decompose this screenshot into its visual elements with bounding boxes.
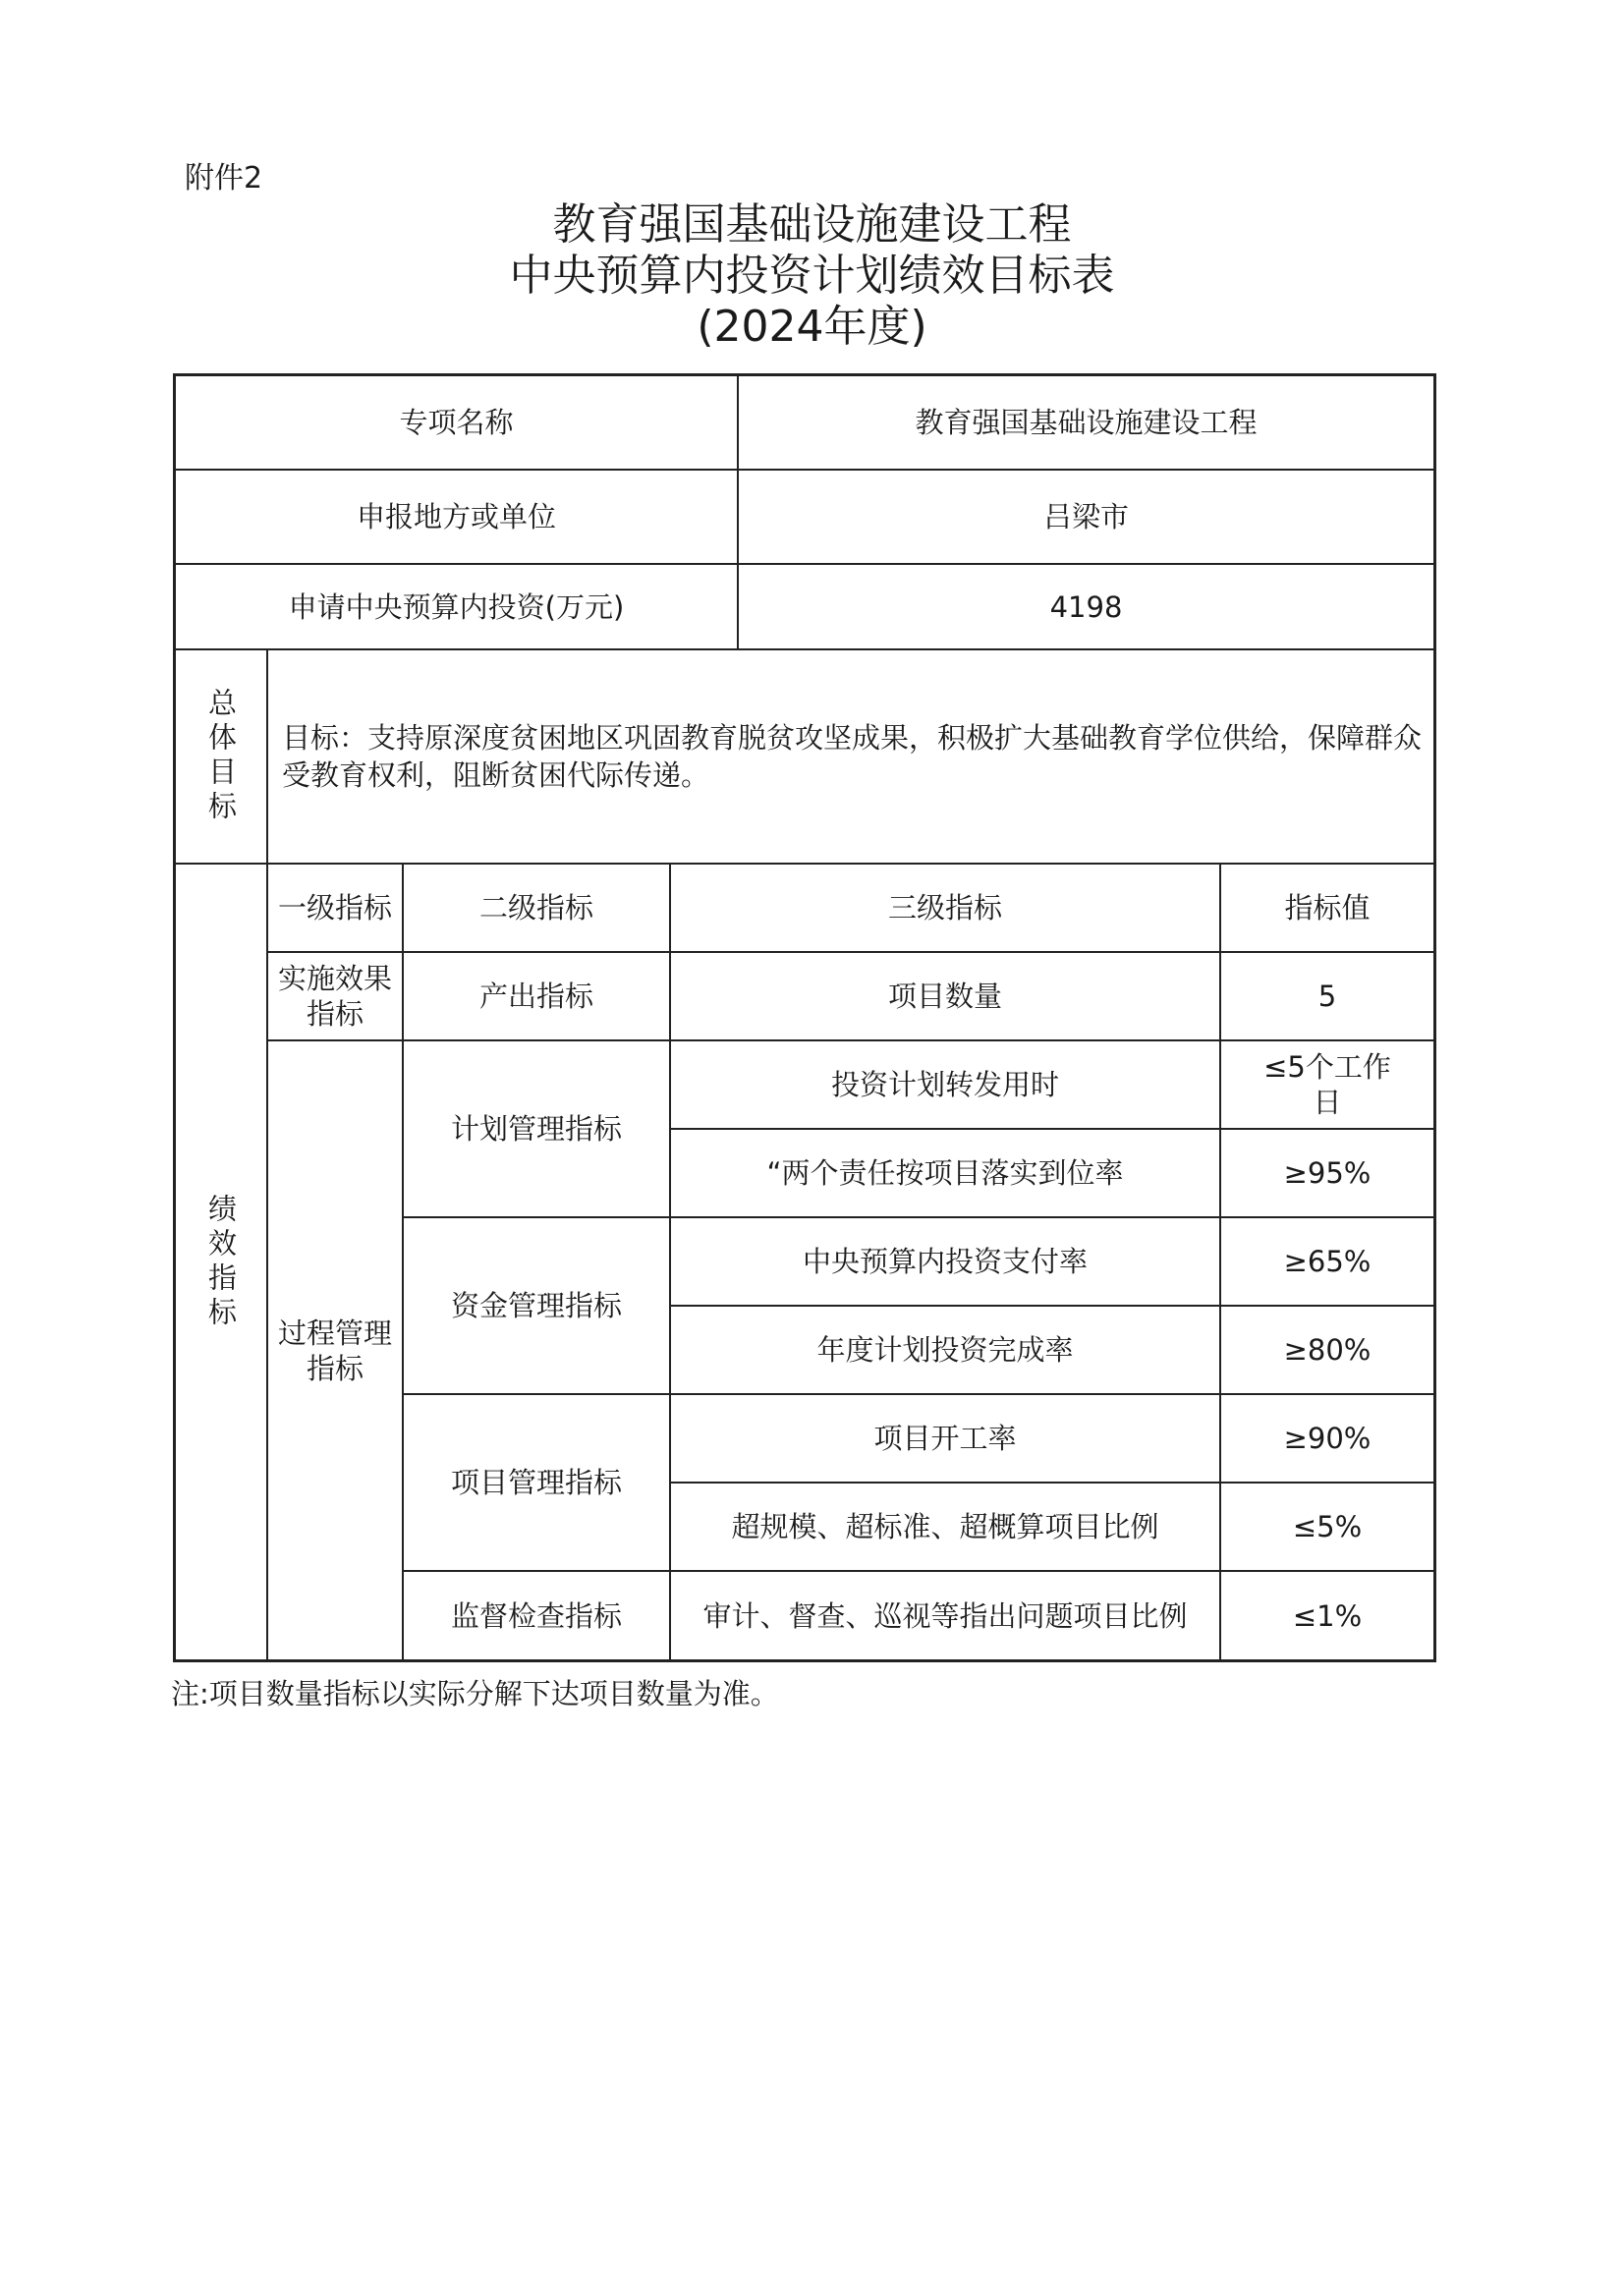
project-name-value: 教育强国基础设施建设工程 bbox=[739, 376, 1433, 471]
indicator-name: 中央预算内投资支付率 bbox=[671, 1218, 1221, 1307]
performance-target-table bbox=[173, 373, 1436, 1662]
indicator-value: ≥80% bbox=[1221, 1307, 1433, 1395]
document-title-line2: 中央预算内投资计划绩效目标表 bbox=[509, 251, 1115, 301]
investment-label: 申请中央预算内投资(万元) bbox=[176, 565, 739, 650]
level1-effect: 实施效果指标 bbox=[268, 953, 404, 1041]
performance-indicator-label: 绩效指标 bbox=[176, 865, 268, 1659]
header-value: 指标值 bbox=[1221, 865, 1433, 953]
level2-funds: 资金管理指标 bbox=[404, 1218, 671, 1395]
level2-supervision: 监督检查指标 bbox=[404, 1572, 671, 1659]
level2-output: 产出指标 bbox=[404, 953, 671, 1041]
indicator-name: 项目开工率 bbox=[671, 1395, 1221, 1484]
level1-process: 过程管理指标 bbox=[268, 1041, 404, 1659]
indicator-name: “两个责任按项目落实到位率 bbox=[671, 1130, 1221, 1218]
indicator-value: 5 bbox=[1221, 953, 1433, 1041]
indicator-value: ≥90% bbox=[1221, 1395, 1433, 1484]
indicator-value: ≤5% bbox=[1221, 1484, 1433, 1572]
indicator-value: ≥65% bbox=[1221, 1218, 1433, 1307]
project-name-label: 专项名称 bbox=[176, 376, 739, 471]
applicant-label: 申报地方或单位 bbox=[176, 471, 739, 565]
indicator-value: ≥95% bbox=[1221, 1130, 1433, 1218]
level2-project: 项目管理指标 bbox=[404, 1395, 671, 1572]
attachment-label: 附件2 bbox=[185, 161, 263, 196]
indicator-name: 审计、督查、巡视等指出问题项目比例 bbox=[671, 1572, 1221, 1659]
indicator-name: 项目数量 bbox=[671, 953, 1221, 1041]
indicator-name: 年度计划投资完成率 bbox=[671, 1307, 1221, 1395]
indicator-value: ≤5个工作日 bbox=[1221, 1041, 1433, 1130]
header-level2: 二级指标 bbox=[404, 865, 671, 953]
document-title-line1: 教育强国基础设施建设工程 bbox=[552, 199, 1072, 250]
document-title-year: (2024年度) bbox=[697, 302, 927, 352]
applicant-value: 吕梁市 bbox=[739, 471, 1433, 565]
indicator-value: ≤1% bbox=[1292, 1598, 1363, 1633]
indicator-name: 投资计划转发用时 bbox=[671, 1041, 1221, 1130]
overall-goal-label: 总体目标 bbox=[176, 650, 268, 865]
header-level3: 三级指标 bbox=[671, 865, 1221, 953]
indicator-name: 超规模、超标准、超概算项目比例 bbox=[671, 1484, 1221, 1572]
investment-value: 4198 bbox=[739, 565, 1433, 650]
header-level1: 一级指标 bbox=[268, 865, 404, 953]
overall-goal-text: 目标：支持原深度贫困地区巩固教育脱贫攻坚成果，积极扩大基础教育学位供给，保障群众受教育权利，阻断贫困代际传递。 bbox=[268, 650, 1433, 865]
footnote: 注:项目数量指标以实际分解下达项目数量为准。 bbox=[171, 1677, 779, 1710]
level2-plan: 计划管理指标 bbox=[404, 1041, 671, 1218]
